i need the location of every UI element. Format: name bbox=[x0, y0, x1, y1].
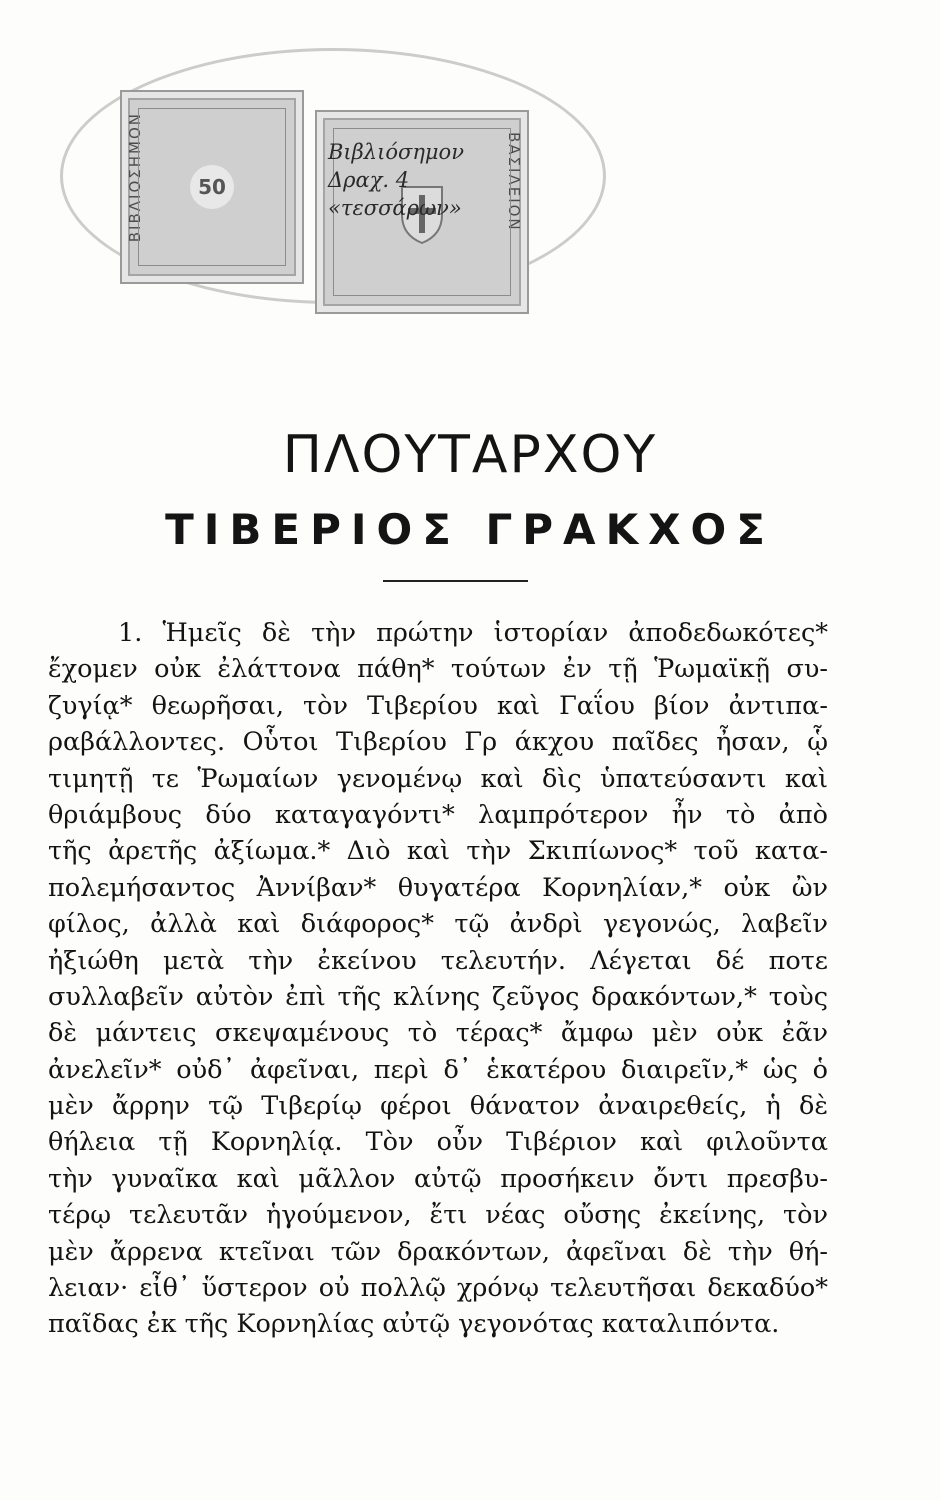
stamp-left-label: ΒΙΒΛΙΟΣΗΜΟΝ bbox=[126, 112, 144, 243]
handwriting-line: «τεσσάρων» bbox=[328, 196, 462, 220]
page-subtitle: ΤΙΒΕΡΙΟΣ ΓΡΑΚΧΟΣ bbox=[165, 505, 775, 554]
text-line: παῖδας ἐκ τῆς Κορνηλίας αὐτῷ γεγονότας καταλιπόντα. bbox=[48, 1309, 780, 1340]
text-line: τῆς ἀρετῆς ἀξίωμα.* Διὸ καὶ τὴν Σκιπίωνος* τοῦ κατα- bbox=[48, 836, 828, 867]
text-line: δὲ μάντεις σκεψαμένους τὸ τέρας* ἄμφω μὲν οὐκ ἐᾶν bbox=[48, 1018, 828, 1049]
text-line: ἀνελεῖν* οὐδ᾽ ἀφεῖναι, περὶ δ᾽ ἑκατέρου διαιρεῖν,* ὡς ὁ bbox=[48, 1054, 828, 1085]
text-line: τέρῳ τελευτᾶν ἡγούμενον, ἔτι νέας οὔσης ἐκείνης, τὸν bbox=[48, 1200, 828, 1231]
text-line: ἔχομεν οὐκ ἐλάττονα πάθη* τούτων ἐν τῇ Ῥωμαϊκῇ συ- bbox=[48, 654, 828, 685]
text-line: μὲν ἄρρενα κτεῖναι τῶν δρακόντων, ἀφεῖναι δὲ τὴν θή- bbox=[48, 1236, 828, 1267]
revenue-stamp-left bbox=[120, 90, 304, 284]
text-line: θριάμβους δύο καταγαγόντι* λαμπρότερον ἦν τὸ ἀπὸ bbox=[48, 799, 828, 830]
text-line: ραβάλλοντες. Οὗτοι Τιβερίου Γρ άκχου παῖδες ἦσαν, ᾧ bbox=[48, 727, 828, 758]
divider-rule bbox=[383, 580, 528, 582]
stamp-left-frame bbox=[138, 108, 286, 266]
stamp-right-label: ΒΑΣΙΛΕΙΟΝ bbox=[505, 132, 523, 232]
handwriting-line: Βιβλιόσημον bbox=[328, 140, 464, 164]
text-line: 1. Ἡμεῖς δὲ τὴν πρώτην ἱστορίαν ἀποδεδωκότες* bbox=[118, 618, 828, 648]
text-line: ζυγίᾳ* θεωρῆσαι, τὸν Τιβερίου καὶ Γαΐου βίον ἀντιπα- bbox=[48, 690, 828, 721]
revenue-stamps-area bbox=[60, 40, 620, 320]
text-line: τὴν γυναῖκα καὶ μᾶλλον αὐτῷ προσήκειν ὄντι πρεσβυ- bbox=[48, 1163, 828, 1194]
text-line: φίλος, ἀλλὰ καὶ διάφορος* τῷ ἀνδρὶ γεγονώς, λαβεῖν bbox=[48, 909, 828, 940]
text-line: θήλεια τῇ Κορνηλίᾳ. Τὸν οὖν Τιβέριον καὶ φιλοῦντα bbox=[48, 1127, 828, 1158]
page-title: ΠΛΟΥΤΑΡΧΟΥ bbox=[282, 425, 658, 485]
text-line: ἠξιώθη μετὰ τὴν ἐκείνου τελευτήν. Λέγεται δέ ποτε bbox=[48, 945, 828, 976]
text-line: τιμητῇ τε Ῥωμαίων γενομένῳ καὶ δὶς ὑπατεύσαντι καὶ bbox=[48, 763, 828, 794]
text-line: πολεμήσαντος Ἀννίβαν* θυγατέρα Κορνηλίαν,* οὐκ ὢν bbox=[48, 872, 828, 903]
text-line: συλλαβεῖν αὐτὸν ἐπὶ τῆς κλίνης ζεῦγος δρακόντων,* τοὺς bbox=[48, 981, 828, 1012]
text-line: λειαν· εἶθ᾽ ὕστερον οὐ πολλῷ χρόνῳ τελευτῆσαι δεκαδύο* bbox=[48, 1273, 828, 1304]
handwritten-annotation bbox=[328, 138, 548, 222]
stamp-left-value: 50 bbox=[190, 165, 234, 209]
chapter-paragraph bbox=[48, 615, 828, 1343]
text-line: μὲν ἄρρην τῷ Τιβερίῳ φέροι θάνατον ἀναιρεθείς, ἡ δὲ bbox=[48, 1091, 828, 1122]
handwriting-line: Δραχ. 4 bbox=[328, 168, 410, 192]
